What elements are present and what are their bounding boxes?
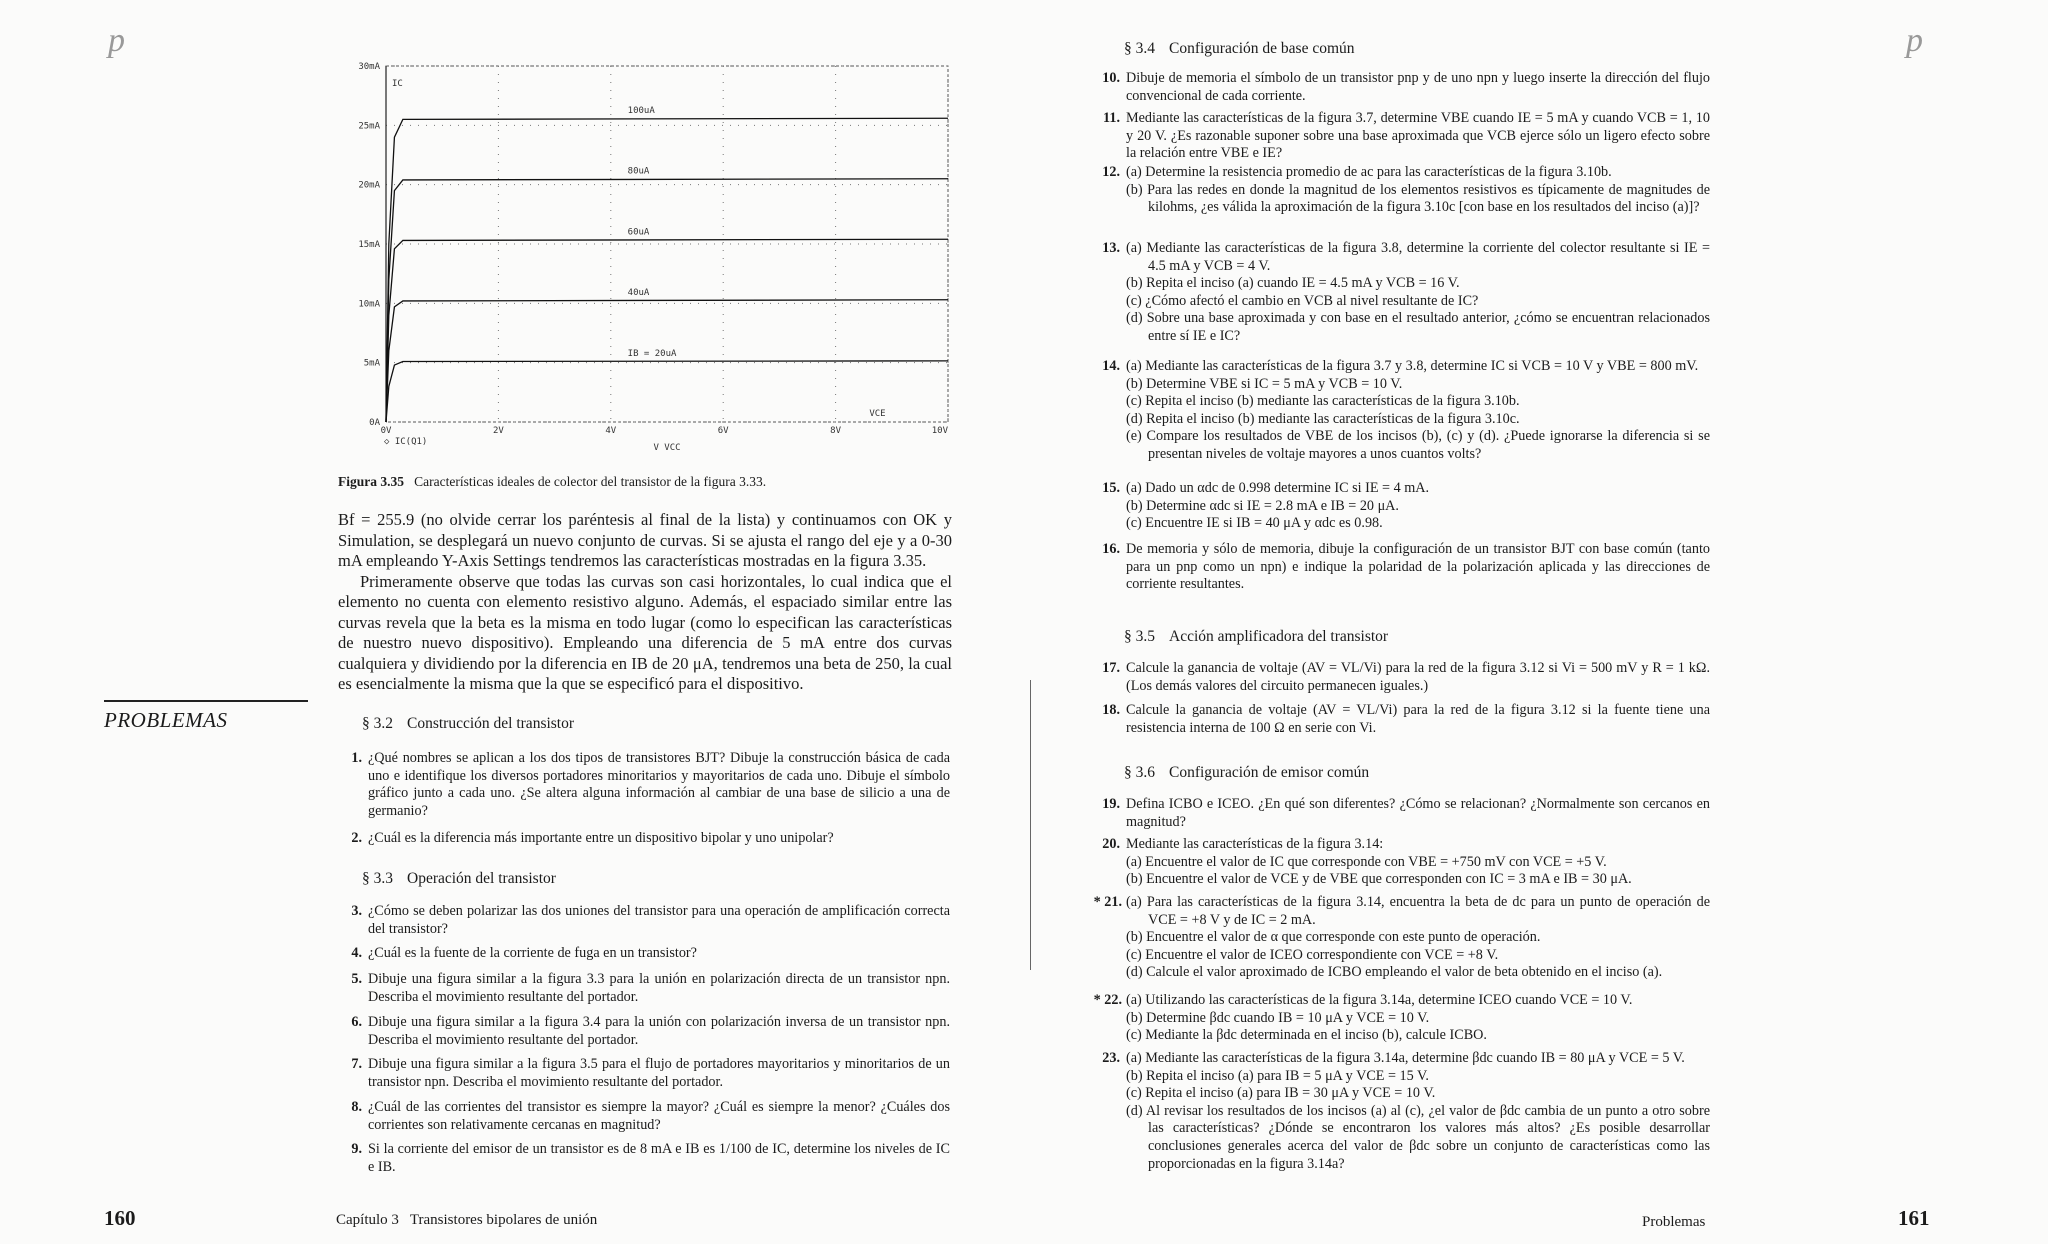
problem-number: 9.	[351, 1141, 362, 1157]
problem-number: 8.	[351, 1099, 362, 1115]
page-number-right: 161	[1898, 1206, 1930, 1230]
problem-text	[1126, 894, 1710, 982]
problem-number: 13.	[1102, 240, 1120, 256]
section-number: § 3.5	[1124, 628, 1155, 645]
problem-22	[1090, 992, 1710, 1045]
problem-text: ¿Cuál de las corrientes del transistor es siempre la mayor? ¿Cuál es siempre la menor? ¿Cuáles dos corrientes son relativamente cercanas en magnitud?	[368, 1099, 950, 1133]
problem-part: (e) Compare los resultados de VBE de los incisos (b), (c) y (d). ¿Puede ignorarse la diferencia si se presentan niveles de voltaje mayores a unos cuantos volts?	[1126, 428, 1710, 462]
problem-text: Calcule la ganancia de voltaje (AV = VL/Vi) para la red de la figura 3.12 si Vi = 500 mV y R = 1 kΩ. (Los demás valores del circuito permanecen iguales.)	[1126, 660, 1710, 694]
section-title: Acción amplificadora del transistor	[1169, 628, 1389, 645]
problem-part: (d) Calcule el valor aproximado de ICBO empleando el valor de beta obtenido en el inciso (a).	[1126, 964, 1663, 981]
problem-part: (c) Mediante la βdc determinada en el inciso (b), calcule ICBO.	[1126, 1027, 1487, 1044]
problem-5	[338, 971, 950, 1006]
problem-text: Calcule la ganancia de voltaje (AV = VL/Vi) para la red de la figura 3.12 si la fuente tiene una resistencia interna de 100 Ω en serie con Vi.	[1126, 702, 1710, 736]
problem-16	[1096, 541, 1710, 594]
section-number: § 3.2	[362, 715, 393, 732]
problem-part: (b) Encuentre el valor de α que corresponde con este punto de operación.	[1126, 929, 1541, 946]
x-tick-label: 6V	[717, 426, 729, 436]
section-3-4-heading	[1124, 40, 1355, 58]
problem-number: 2.	[351, 830, 362, 846]
problem-text: De memoria y sólo de memoria, dibuje la configuración de un transistor BJT con base común (tanto para un pnp como un npn) e indique la polaridad de la polarización aplicada y las direcciones de corriente resultantes.	[1126, 541, 1710, 593]
figure-caption-label: Figura 3.35	[338, 474, 404, 489]
x-tick-label: 4V	[605, 426, 617, 436]
problem-number: 4.	[351, 945, 362, 961]
problem-number: 12.	[1102, 164, 1120, 180]
problem-number: 14.	[1102, 358, 1120, 374]
problem-18	[1096, 702, 1710, 737]
x-tick-label: 2V	[492, 426, 504, 436]
problem-number: 16.	[1102, 541, 1120, 557]
problem-text: ¿Cuál es la fuente de la corriente de fuga en un transistor?	[368, 945, 697, 961]
x-tick-label: 8V	[830, 426, 842, 436]
problem-11	[1096, 110, 1710, 163]
series-label: 60uA	[627, 227, 650, 238]
legend-entry: ◇ IC(Q1)	[384, 437, 428, 447]
problem-text: Dibuje una figura similar a la figura 3.3 para la unión en polarización directa de un transistor npn. Describa el movimiento resultante del portador.	[368, 971, 950, 1005]
problem-6	[338, 1014, 950, 1049]
problem-part: (a) Para las características de la figura 3.14, encuentra la beta de dc para un punto de operación de VCE = +8 V y de IC = 2 mA.	[1126, 894, 1710, 928]
problem-23	[1096, 1050, 1710, 1173]
y-tick-label: 20mA	[358, 180, 380, 191]
problem-part: (a) Mediante las características de la figura 3.14a, determine βdc cuando IB = 80 μA y VCE = 5 V.	[1126, 1050, 1685, 1066]
problem-part: (c) ¿Cómo afectó el cambio en VCB al nivel resultante de IC?	[1126, 292, 1479, 309]
y-tick-label: 25mA	[358, 121, 380, 132]
x-axis-label: V VCC	[653, 443, 681, 453]
corner-mark-right: p	[1906, 22, 1923, 59]
gutter-line	[1030, 680, 1031, 970]
inner-x-label: VCE	[869, 409, 886, 419]
problem-part: (c) Encuentre el valor de ICEO correspondiente con VCE = +8 V.	[1126, 946, 1499, 963]
problem-text: ¿Cuál es la diferencia más importante entre un dispositivo bipolar y uno unipolar?	[368, 830, 834, 846]
problem-15	[1096, 480, 1710, 533]
problem-number: 11.	[1103, 110, 1120, 126]
problem-12	[1096, 164, 1710, 217]
problemas-heading: PROBLEMAS	[104, 708, 228, 732]
problem-13	[1096, 240, 1710, 346]
y-tick-label: 15mA	[358, 240, 380, 250]
problem-text: Dibuje una figura similar a la figura 3.4 para la unión con polarización inversa de un transistor npn. Describa el movimiento resultante del portador.	[368, 1014, 950, 1048]
series-label: 40uA	[627, 287, 650, 298]
problem-2	[338, 830, 950, 848]
problem-text: Dibuje de memoria el símbolo de un transistor pnp y de uno npn y luego inserte la dirección del flujo convencional de cada corriente.	[1126, 70, 1710, 104]
y-tick-label: 0A	[369, 418, 380, 428]
problem-number: 18.	[1102, 702, 1120, 718]
problem-part: (a) Utilizando las características de la figura 3.14a, determine ICEO cuando VCE = 10 V.	[1126, 992, 1633, 1008]
problem-stem: Mediante las características de la figura 3.14:	[1126, 836, 1384, 852]
problem-text	[1126, 164, 1710, 217]
series-line	[386, 361, 948, 422]
problem-number: 23.	[1102, 1050, 1120, 1066]
problem-17	[1096, 660, 1710, 695]
problem-text: Mediante las características de la figura 3.7, determine VBE cuando IE = 5 mA y cuando VCB = 1, 10 y 20 V. ¿Es razonable suponer sobre una base aproximada que VCB ejerce sólo un ligero efecto sobre la relación entre VBE e IE?	[1126, 110, 1710, 162]
problem-number: 17.	[1102, 660, 1120, 676]
figure-caption-text: Características ideales de colector del transistor de la figura 3.33.	[414, 474, 767, 489]
problem-number: 20.	[1102, 836, 1120, 852]
problem-part: (b) Para las redes en donde la magnitud de los elementos resistivos es típicamente de magnitudes de kilohms, ¿es válida la aproximación de la figura 3.10c [con base en los resultados del inciso (a)]?	[1126, 181, 1710, 216]
problem-part: (b) Repita el inciso (a) cuando IE = 4.5 mA y VCB = 16 V.	[1126, 275, 1460, 292]
problem-part: (d) Sobre una base aproximada y con base en el resultado anterior, ¿cómo se encuentran relacionados entre sí IE e IC?	[1126, 310, 1710, 344]
x-tick-label: 0V	[380, 426, 392, 436]
body-paragraph-2: Primeramente observe que todas las curvas son casi horizontales, lo cual indica que el elemento no cuenta con elemento resistivo alguno. Además, el espaciado similar entre las curvas revela que la beta es la misma en todo lugar (como lo especifican las características de nuestro nuevo dispositivo). Empleando una diferencia de 5 mA entre dos curvas cualquiera y dividiendo por la diferencia en IB de 20 μA, tendremos una beta de 250, la cual es esencialmente la misma que la que se especificó para el dispositivo.	[338, 571, 952, 693]
y-axis-label: IC	[392, 79, 403, 89]
problem-text: Si la corriente del emisor de un transistor es de 8 mA e IB es 1/100 de IC, determine los niveles de IC e IB.	[368, 1141, 950, 1175]
problem-part: (a) Encuentre el valor de IC que corresponde con VBE = +750 mV con VCE = +5 V.	[1126, 853, 1607, 870]
problem-14	[1096, 358, 1710, 464]
section-3-3-heading	[362, 870, 556, 888]
problem-number: 6.	[351, 1014, 362, 1030]
problem-1	[338, 750, 950, 820]
problem-9	[338, 1141, 950, 1176]
problem-text: ¿Cómo se deben polarizar las dos uniones del transistor para una operación de amplificación correcta del transistor?	[368, 903, 950, 937]
section-title: Operación del transistor	[407, 870, 556, 887]
problem-19	[1096, 796, 1710, 831]
footer-right: Problemas	[1642, 1214, 1706, 1230]
problem-part: (c) Repita el inciso (a) para IB = 30 μA y VCE = 10 V.	[1126, 1085, 1436, 1102]
problem-text	[1126, 1050, 1710, 1173]
problem-number: * 22.	[1093, 992, 1122, 1008]
section-number: § 3.3	[362, 870, 393, 887]
problem-number: * 21.	[1093, 894, 1122, 910]
problem-21	[1090, 894, 1710, 982]
corner-mark-left: p	[108, 22, 125, 59]
y-tick-label: 30mA	[358, 62, 380, 72]
problem-part: (d) Repita el inciso (b) mediante las características de la figura 3.10c.	[1126, 410, 1520, 427]
series-label: 80uA	[627, 166, 650, 177]
series-label: IB = 20uA	[627, 348, 677, 359]
y-tick-label: 10mA	[358, 299, 380, 310]
y-tick-label: 5mA	[363, 358, 380, 369]
problem-text: Defina ICBO e ICEO. ¿En qué son diferentes? ¿Cómo se relacionan? ¿Normalmente son cercanos en magnitud?	[1126, 796, 1710, 830]
collector-characteristics-chart	[338, 54, 962, 454]
problem-7	[338, 1056, 950, 1091]
section-number: § 3.6	[1124, 764, 1155, 781]
problem-number: 10.	[1102, 70, 1120, 86]
problem-part: (b) Repita el inciso (a) para IB = 5 μA y VCE = 15 V.	[1126, 1067, 1429, 1084]
series-line	[386, 239, 948, 422]
problem-text	[1126, 480, 1710, 533]
problem-part: (b) Determine αdc si IE = 2.8 mA e IB = 20 μA.	[1126, 497, 1399, 514]
section-title: Construcción del transistor	[407, 715, 575, 732]
section-3-2-heading	[362, 715, 574, 733]
section-title: Configuración de emisor común	[1169, 764, 1370, 781]
series-line	[386, 118, 948, 422]
problem-number: 5.	[351, 971, 362, 987]
problem-part: (c) Repita el inciso (b) mediante las características de la figura 3.10b.	[1126, 393, 1520, 410]
section-number: § 3.4	[1124, 40, 1155, 57]
problem-part: (b) Determine βdc cuando IB = 10 μA y VCE = 10 V.	[1126, 1009, 1430, 1026]
problem-text	[1126, 836, 1710, 889]
problem-text: Dibuje una figura similar a la figura 3.5 para el flujo de portadores mayoritarios y minoritarios de un transistor npn. Describa el movimiento resultante del portador.	[368, 1056, 950, 1090]
problem-part: (b) Determine VBE si IC = 5 mA y VCB = 10 V.	[1126, 375, 1403, 392]
problem-part: (a) Mediante las características de la figura 3.8, determine la corriente del colector resultante si IE = 4.5 mA y VCB = 4 V.	[1126, 240, 1710, 274]
section-title: Configuración de base común	[1169, 40, 1355, 57]
problem-8	[338, 1099, 950, 1134]
section-3-6-heading	[1124, 764, 1369, 782]
problem-number: 19.	[1102, 796, 1120, 812]
problem-number: 3.	[351, 903, 362, 919]
problem-20	[1096, 836, 1710, 889]
problem-text	[1126, 358, 1710, 464]
problem-number: 1.	[351, 750, 362, 766]
problem-text: ¿Qué nombres se aplican a los dos tipos de transistores BJT? Dibuje la construcción básica de cada uno e identifique los diversos portadores minoritarios y mayoritarios de cada uno. Dibuje el símbolo gráfico junto a cada uno. ¿Se altera alguna información al cambiar de una base de silicio a una de germanio?	[368, 750, 950, 819]
problem-4	[338, 945, 950, 963]
problem-number: 7.	[351, 1056, 362, 1072]
problem-part: (d) Al revisar los resultados de los incisos (a) al (c), ¿el valor de βdc cambia de un punto a otro sobre las características? ¿Dónde se encontraron los valores más altos? ¿Es posible desarrollar conclusiones generales acerca del valor de βdc sobre un conjunto de características como las proporcionadas en la figura 3.14a?	[1126, 1102, 1710, 1172]
problem-10	[1096, 70, 1710, 105]
footer-left: Capítulo 3 Transistores bipolares de unión	[336, 1212, 598, 1228]
body-paragraph-1: Bf = 255.9 (no olvide cerrar los paréntesis al final de la lista) y continuamos con OK y Simulation, se desplegará un nuevo conjunto de curvas. Si se ajusta el rango del eje y a 0-30 mA empleando Y-Axis Settings tendremos las características mostradas en la figura 3.35.	[338, 510, 952, 570]
x-tick-label: 10V	[931, 426, 948, 436]
body-text	[338, 510, 952, 695]
problem-part: (a) Mediante las características de la figura 3.7 y 3.8, determine IC si VCB = 10 V y VBE = 800 mV.	[1126, 358, 1699, 374]
problem-text	[1126, 240, 1710, 346]
problem-text	[1126, 992, 1710, 1045]
figure-caption	[338, 474, 978, 490]
problemas-rule	[104, 700, 308, 702]
problem-part: (b) Encuentre el valor de VCE y de VBE que corresponden con IC = 3 mA e IB = 30 μA.	[1126, 871, 1632, 888]
page-number-left: 160	[104, 1206, 136, 1230]
problem-part: (c) Encuentre IE si IB = 40 μA y αdc es 0.98.	[1126, 515, 1383, 532]
series-label: 100uA	[627, 106, 655, 117]
problem-part: (a) Determine la resistencia promedio de ac para las características de la figura 3.10b.	[1126, 164, 1612, 180]
problem-number: 15.	[1102, 480, 1120, 496]
section-3-5-heading	[1124, 628, 1388, 646]
problem-part: (a) Dado un αdc de 0.998 determine IC si IE = 4 mA.	[1126, 480, 1430, 496]
problem-3	[338, 903, 950, 938]
